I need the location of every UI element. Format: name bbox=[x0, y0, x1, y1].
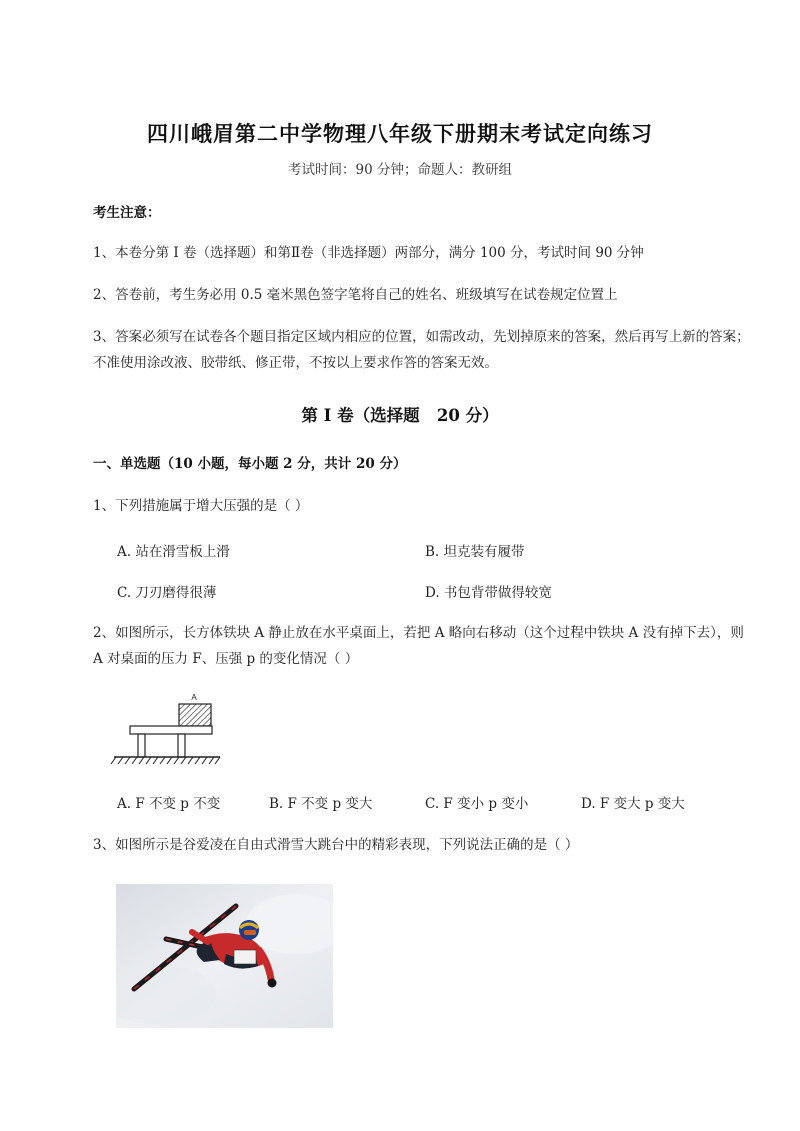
question-2-option-c: C. F 变小 p 变小 bbox=[425, 796, 529, 812]
table-leg-right bbox=[178, 734, 185, 757]
question-3-stem: 3、如图所示是谷爱凌在自由式滑雪大跳台中的精彩表现，下列说法正确的是（ ） bbox=[93, 837, 579, 853]
part-heading: 一、单选题（10 小题，每小题 2 分，共计 20 分） bbox=[93, 456, 407, 472]
notice-heading: 考生注意： bbox=[93, 205, 161, 221]
iron-block-a bbox=[179, 704, 211, 726]
table-block-figure bbox=[108, 690, 228, 770]
exam-subtitle: 考试时间：90 分钟；命题人：教研组 bbox=[288, 162, 512, 178]
question-2-stem: 2、如图所示，长方体铁块 A 静止放在水平桌面上，若把 A 略向右移动（这个过程中铁块 A 没有掉下去），则 A 对桌面的压力 F、压强 p 的变化情况（ ） bbox=[93, 625, 744, 667]
notice-item-1: 1、本卷分第 I 卷（选择题）和第Ⅱ卷（非选择题）两部分，满分 100 分，考试时间 90 分钟 bbox=[93, 245, 644, 261]
notice-item-3: 3、答案必须写在试卷各个题目指定区域内相应的位置，如需改动，先划掉原来的答案，然后再写上新的答案；不准使用涂改液、胶带纸、修正带，不按以上要求作答的答案无效。 bbox=[93, 329, 750, 371]
question-1-option-a: A. 站在滑雪板上滑 bbox=[117, 544, 230, 560]
question-1-stem: 1、下列措施属于增大压强的是（ ） bbox=[93, 498, 309, 514]
notice-item-2: 2、答卷前，考生务必用 0.5 毫米黑色签字笔将自己的姓名、班级填写在试卷规定位置上 bbox=[93, 287, 618, 303]
ground-hatch bbox=[111, 757, 220, 764]
question-1-option-d: D. 书包背带做得较宽 bbox=[425, 585, 552, 601]
question-2-option-a: A. F 不变 p 不变 bbox=[117, 796, 221, 812]
question-2-option-b: B. F 不变 p 变大 bbox=[269, 796, 373, 812]
table-leg-left bbox=[138, 734, 145, 757]
table-top bbox=[130, 726, 212, 734]
exam-title: 四川峨眉第二中学物理八年级下册期末考试定向练习 bbox=[147, 121, 653, 146]
question-1-option-b: B. 坦克装有履带 bbox=[425, 544, 525, 560]
question-2-option-d: D. F 变大 p 变大 bbox=[581, 796, 685, 812]
section-title: 第 I 卷（选择题 20 分） bbox=[301, 406, 499, 425]
skier-photo bbox=[116, 884, 333, 1028]
question-1-option-c: C. 刀刃磨得很薄 bbox=[117, 585, 217, 601]
block-label: A bbox=[191, 693, 197, 702]
